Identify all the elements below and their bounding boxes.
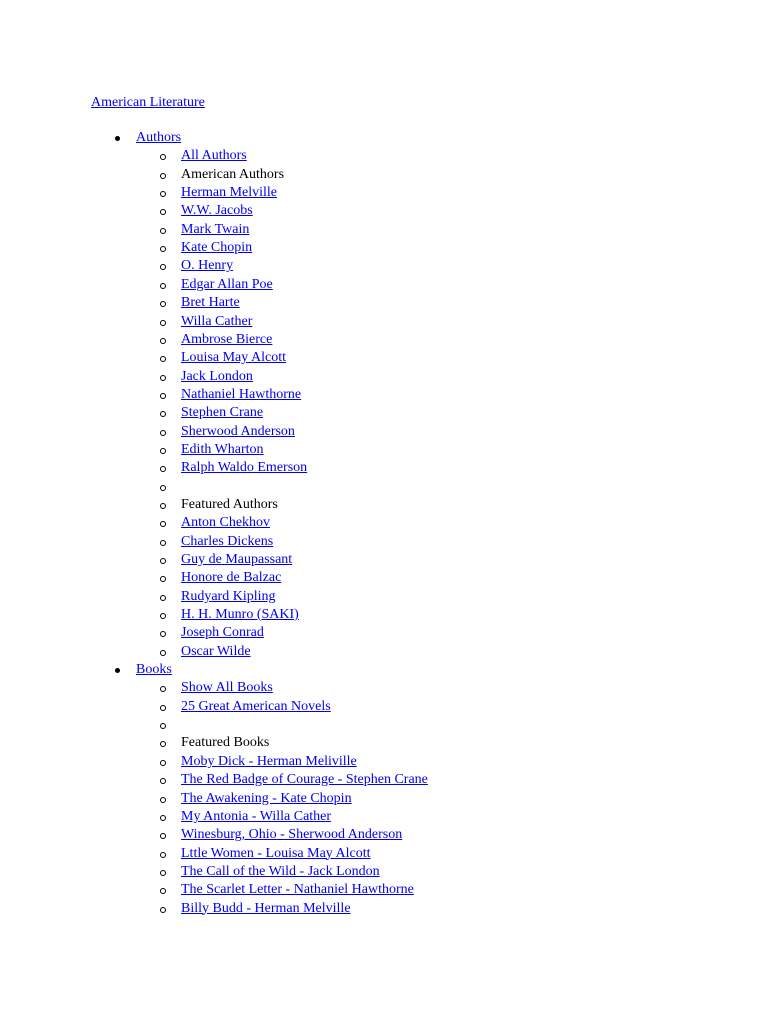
bullet-circle-icon: [160, 760, 166, 766]
submenu-link[interactable]: All Authors: [181, 148, 247, 164]
submenu-item[interactable]: [181, 533, 428, 551]
submenu-label: Featured Authors: [181, 496, 278, 512]
bullet-circle-icon: [160, 246, 166, 252]
bullet-circle-icon: [160, 283, 166, 289]
menu-section-link[interactable]: Books: [136, 662, 172, 678]
bullet-circle-icon: [160, 430, 166, 436]
submenu-item: [181, 716, 428, 734]
submenu-item[interactable]: [181, 698, 428, 716]
bullet-circle-icon: [160, 375, 166, 381]
submenu-label: Featured Books: [181, 735, 270, 751]
bullet-circle-icon: [160, 741, 166, 747]
bullet-circle-icon: [160, 448, 166, 454]
submenu-item[interactable]: [181, 753, 428, 771]
bullet-circle-icon: [160, 301, 166, 307]
nav-menu: [136, 129, 428, 918]
bullet-circle-icon: [160, 686, 166, 692]
submenu-link[interactable]: Louisa May Alcott: [181, 350, 286, 366]
bullet-circle-icon: [160, 613, 166, 619]
submenu-link[interactable]: Oscar Wilde: [181, 643, 251, 659]
submenu-item[interactable]: [181, 331, 428, 349]
submenu-item[interactable]: [181, 808, 428, 826]
submenu-link[interactable]: Anton Chekhov: [181, 515, 271, 531]
submenu-item[interactable]: [181, 239, 428, 257]
submenu-link[interactable]: Rudyard Kipling: [181, 588, 276, 604]
bullet-circle-icon: [160, 907, 166, 913]
submenu-link[interactable]: The Awakening - Kate Chopin: [181, 790, 352, 806]
bullet-circle-icon: [160, 852, 166, 858]
bullet-circle-icon: [160, 338, 166, 344]
submenu-link[interactable]: Stephen Crane: [181, 405, 264, 421]
submenu-link[interactable]: Bret Harte: [181, 295, 240, 311]
submenu-item[interactable]: [181, 257, 428, 275]
menu-section-authors: [136, 129, 428, 661]
submenu-link[interactable]: My Antonia - Willa Cather: [181, 808, 332, 824]
submenu-link[interactable]: Jack London: [181, 368, 253, 384]
submenu-item[interactable]: [181, 368, 428, 386]
submenu-item[interactable]: [181, 881, 428, 899]
bullet-circle-icon: [160, 778, 166, 784]
submenu-item[interactable]: [181, 588, 428, 606]
submenu-item[interactable]: [181, 606, 428, 624]
submenu-link[interactable]: Herman Melville: [181, 185, 278, 201]
submenu-item[interactable]: [181, 202, 428, 220]
submenu-link[interactable]: Charles Dickens: [181, 533, 274, 549]
bullet-circle-icon: [160, 576, 166, 582]
submenu-link[interactable]: The Call of the Wild - Jack London: [181, 863, 380, 879]
submenu-item[interactable]: [181, 790, 428, 808]
bullet-circle-icon: [160, 173, 166, 179]
submenu-item[interactable]: [181, 441, 428, 459]
submenu-item[interactable]: [181, 184, 428, 202]
submenu-item[interactable]: [181, 863, 428, 881]
bullet-disc-icon: [115, 668, 120, 673]
submenu-item[interactable]: [181, 404, 428, 422]
submenu-item[interactable]: [181, 679, 428, 697]
submenu-item[interactable]: [181, 643, 428, 661]
submenu-item[interactable]: [181, 423, 428, 441]
bullet-circle-icon: [160, 815, 166, 821]
submenu-link[interactable]: Kate Chopin: [181, 240, 253, 256]
bullet-circle-icon: [160, 558, 166, 564]
bullet-circle-icon: [160, 595, 166, 601]
bullet-disc-icon: [115, 136, 120, 141]
bullet-circle-icon: [160, 521, 166, 527]
bullet-circle-icon: [160, 154, 166, 160]
submenu-link[interactable]: 25 Great American Novels: [181, 698, 331, 714]
bullet-circle-icon: [160, 320, 166, 326]
submenu-item[interactable]: [181, 386, 428, 404]
bullet-circle-icon: [160, 723, 166, 729]
submenu-link[interactable]: W.W. Jacobs: [181, 203, 253, 219]
bullet-circle-icon: [160, 191, 166, 197]
submenu-item[interactable]: [181, 826, 428, 844]
submenu-link[interactable]: Nathaniel Hawthorne: [181, 386, 302, 402]
submenu-item[interactable]: [181, 845, 428, 863]
menu-section-books: [136, 661, 428, 918]
submenu-link[interactable]: H. H. Munro (SAKI): [181, 607, 299, 622]
submenu-link[interactable]: Winesburg, Ohio - Sherwood Anderson: [181, 827, 403, 843]
submenu-link[interactable]: Billy Budd - Herman Melville: [181, 900, 351, 916]
bullet-circle-icon: [160, 228, 166, 234]
bullet-circle-icon: [160, 264, 166, 270]
submenu-item[interactable]: [181, 900, 428, 918]
submenu-item[interactable]: [181, 276, 428, 294]
submenu-item[interactable]: [181, 771, 428, 789]
submenu-link[interactable]: Ambrose Bierce: [181, 331, 273, 347]
submenu-link[interactable]: O. Henry: [181, 258, 234, 274]
bullet-circle-icon: [160, 631, 166, 637]
bullet-circle-icon: [160, 466, 166, 472]
submenu-link[interactable]: Joseph Conrad: [181, 625, 264, 641]
bullet-circle-icon: [160, 705, 166, 711]
submenu-item[interactable]: [181, 294, 428, 312]
bullet-circle-icon: [160, 797, 166, 803]
submenu-link[interactable]: Ralph Waldo Emerson: [181, 460, 308, 476]
submenu-item: [181, 478, 428, 496]
submenu-item[interactable]: [181, 551, 428, 569]
bullet-circle-icon: [160, 540, 166, 546]
submenu-link[interactable]: Moby Dick - Herman Meliville: [181, 753, 357, 769]
submenu-link[interactable]: Willa Cather: [181, 313, 253, 329]
submenu-item[interactable]: [181, 569, 428, 587]
submenu-item[interactable]: [181, 349, 428, 367]
submenu-link[interactable]: The Scarlet Letter - Nathaniel Hawthorne: [181, 882, 414, 898]
bullet-circle-icon: [160, 503, 166, 509]
submenu-item: [181, 496, 428, 514]
submenu-item: [181, 734, 428, 752]
bullet-circle-icon: [160, 485, 166, 491]
bullet-circle-icon: [160, 411, 166, 417]
submenu-item[interactable]: [181, 624, 428, 642]
bullet-circle-icon: [160, 888, 166, 894]
bullet-circle-icon: [160, 650, 166, 656]
bullet-circle-icon: [160, 870, 166, 876]
bullet-circle-icon: [160, 356, 166, 362]
submenu-link[interactable]: Honore de Balzac: [181, 570, 282, 586]
submenu-link[interactable]: Edgar Allan Poe: [181, 276, 273, 292]
submenu-link[interactable]: Sherwood Anderson: [181, 423, 295, 439]
submenu-list: [136, 147, 428, 661]
bullet-circle-icon: [160, 833, 166, 839]
submenu-item: [181, 166, 428, 184]
submenu-item[interactable]: [181, 459, 428, 477]
submenu-item[interactable]: [181, 313, 428, 331]
submenu-link[interactable]: Show All Books: [181, 680, 273, 696]
submenu-list: [136, 679, 428, 917]
submenu-item[interactable]: [181, 221, 428, 239]
submenu-item[interactable]: [181, 147, 428, 165]
bullet-circle-icon: [160, 393, 166, 399]
submenu-label: American Authors: [181, 166, 285, 182]
menu-section-link[interactable]: Authors: [136, 130, 182, 145]
submenu-item[interactable]: [181, 514, 428, 532]
site-home-link[interactable]: American Literature: [91, 95, 205, 110]
submenu-link[interactable]: Lttle Women - Louisa May Alcott: [181, 845, 371, 861]
submenu-link[interactable]: Mark Twain: [181, 221, 250, 237]
bullet-circle-icon: [160, 209, 166, 215]
submenu-link[interactable]: Edith Wharton: [181, 441, 264, 457]
submenu-link[interactable]: Guy de Maupassant: [181, 551, 293, 567]
submenu-link[interactable]: The Red Badge of Courage - Stephen Crane: [181, 772, 428, 788]
